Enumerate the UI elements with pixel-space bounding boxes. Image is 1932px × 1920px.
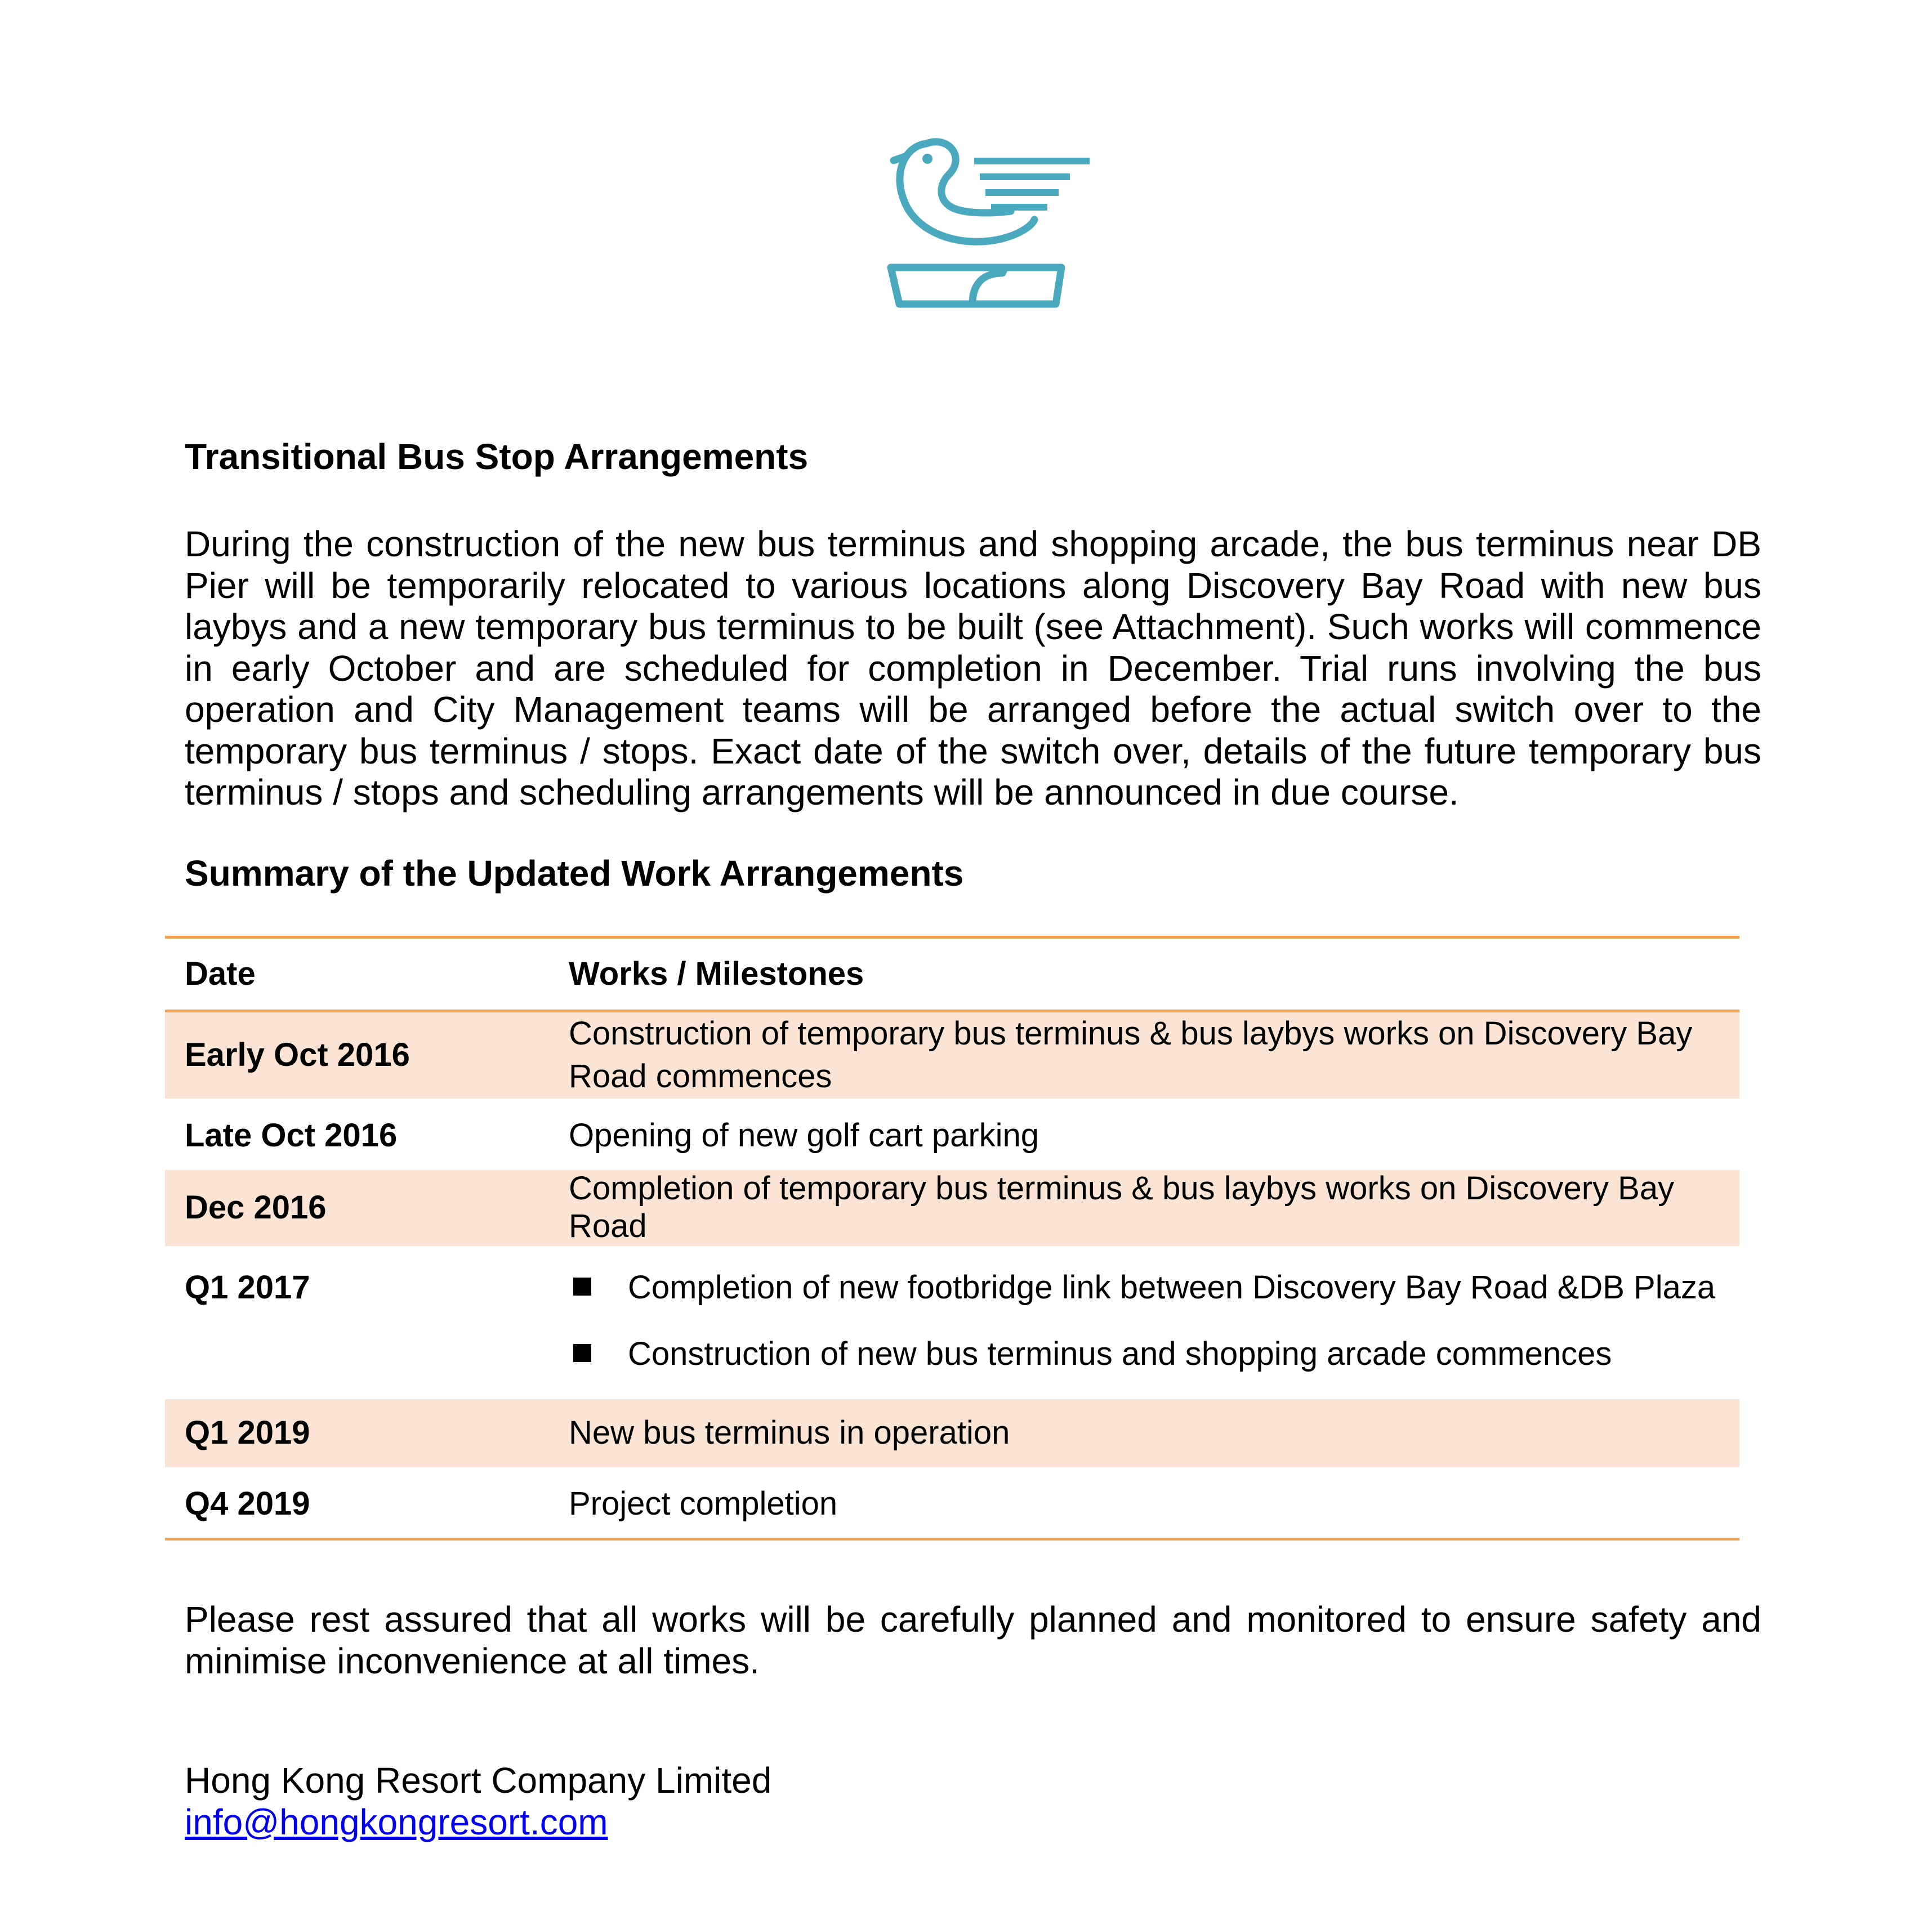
table-row bbox=[165, 1469, 1739, 1538]
table-row bbox=[165, 1011, 1739, 1100]
company-name: Hong Kong Resort Company Limited bbox=[185, 1760, 772, 1801]
table-row bbox=[165, 1100, 1739, 1170]
date-column-header: Date bbox=[185, 955, 256, 993]
row-date: Q1 2017 bbox=[185, 1269, 310, 1306]
table-row bbox=[165, 1399, 1739, 1469]
signature-block bbox=[185, 1760, 771, 1843]
page-title: Transitional Bus Stop Arrangements bbox=[185, 436, 809, 477]
summary-heading: Summary of the Updated Work Arrangements bbox=[185, 853, 964, 894]
list-item-text: Construction of new bus terminus and shopping arcade commences bbox=[628, 1335, 1612, 1372]
row-date: Late Oct 2016 bbox=[185, 1117, 398, 1154]
square-bullet-icon bbox=[573, 1278, 591, 1296]
row-date: Early Oct 2016 bbox=[165, 1011, 569, 1100]
row-works: Opening of new golf cart parking bbox=[569, 1117, 1039, 1154]
row-date: Dec 2016 bbox=[165, 1170, 569, 1248]
row-works bbox=[569, 1248, 1739, 1399]
row-works: Project completion bbox=[569, 1485, 838, 1522]
row-works: Construction of temporary bus terminus & bus laybys works on Discovery Bay Road commences bbox=[569, 1011, 1739, 1100]
row-works: Completion of temporary bus terminus & bus laybys works on Discovery Bay Road bbox=[569, 1170, 1739, 1248]
list-item bbox=[569, 1266, 1739, 1333]
company-logo-bird-icon bbox=[864, 113, 1095, 321]
intro-paragraph: During the construction of the new bus terminus and shopping arcade, the bus terminus near DB Pier will be temporarily relocated to various locations along Discovery Bay Road with new bus laybys and a new temporary bus terminus to be built (see Attachment). Such works will commence in early October and are scheduled for completion in December. Trial runs involving the bus operation and City Management teams will be arranged before the actual switch over to the temporary bus terminus / stops. Exact date of the switch over, details of the future temporary bus terminus / stops and scheduling arrangements will be announced in due course. bbox=[185, 524, 1761, 812]
row-works: New bus terminus in operation bbox=[569, 1399, 1739, 1469]
email-link[interactable]: info@hongkongresort.com bbox=[185, 1802, 608, 1842]
list-item bbox=[569, 1333, 1739, 1399]
table-row bbox=[165, 1170, 1739, 1248]
row-date: Q4 2019 bbox=[185, 1485, 310, 1522]
table-header-row bbox=[165, 939, 1739, 1011]
row-date: Q1 2019 bbox=[165, 1399, 569, 1469]
works-column-header: Works / Milestones bbox=[569, 955, 864, 993]
list-item-text: Completion of new footbridge link between Discovery Bay Road &DB Plaza bbox=[628, 1269, 1716, 1306]
table-row bbox=[165, 1248, 1739, 1399]
milestone-list bbox=[569, 1266, 1739, 1399]
square-bullet-icon bbox=[573, 1344, 591, 1362]
work-arrangements-table bbox=[165, 936, 1739, 1541]
closing-paragraph: Please rest assured that all works will be carefully planned and monitored to ensure safety and minimise inconvenience at all times. bbox=[185, 1599, 1761, 1681]
